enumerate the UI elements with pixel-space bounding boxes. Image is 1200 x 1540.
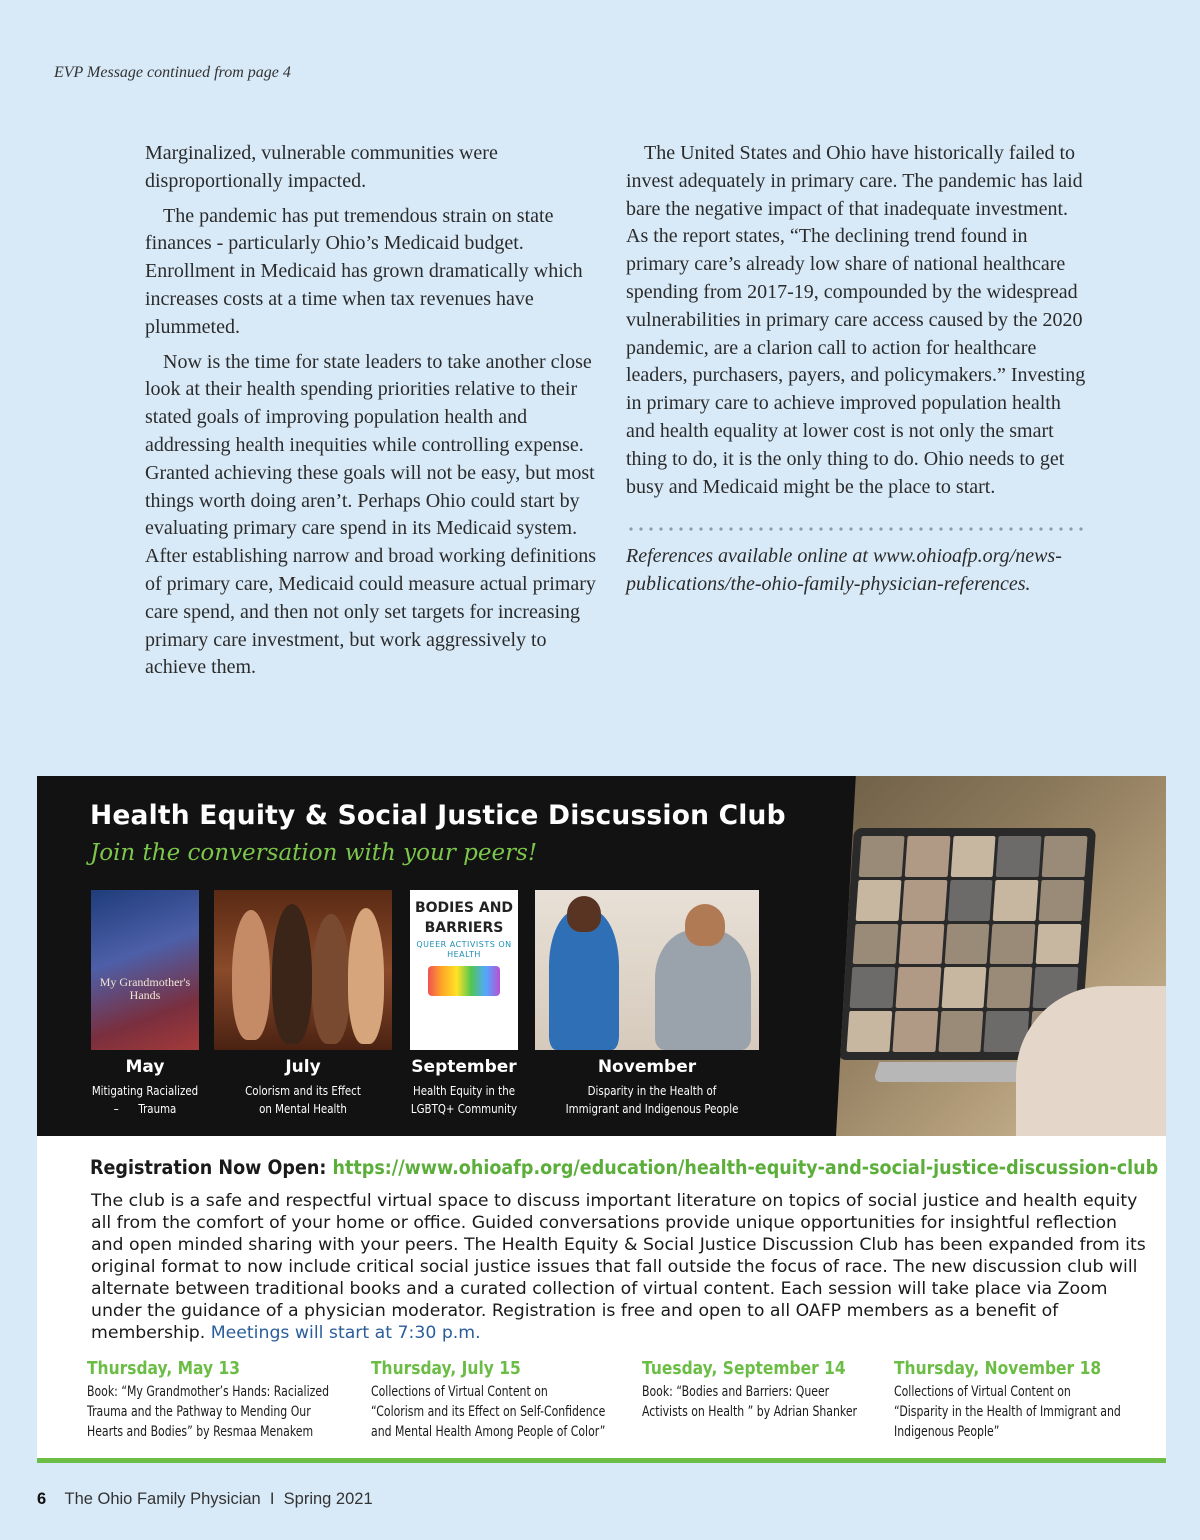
session-topic: Book: “My Grandmother’s Hands: Racialized Trauma and the Pathway to Mending Our Hearts and Bodies” by Resmaa Menakem (87, 1384, 330, 1440)
session-september (642, 1358, 918, 1422)
ad-title: Health Equity & Social Justice Discussion Club (90, 800, 786, 831)
registration-label: Registration Now Open: (90, 1156, 327, 1179)
session-november (894, 1358, 1185, 1442)
session-date: Thursday, May 13 (87, 1358, 241, 1379)
session-date: Thursday, November 18 (894, 1358, 1102, 1379)
footer-rule (37, 1458, 1166, 1463)
rainbow-figures-illustration (428, 966, 500, 996)
month-label: September (411, 1057, 517, 1077)
month-topic: Disparity in the Health of Immigrant and Indigenous People (565, 1083, 739, 1116)
discussion-club-ad (37, 776, 1166, 1462)
paragraph: Marginalized, vulnerable communities were disproportionally impacted. (145, 142, 498, 192)
book-title: BODIES AND BARRIERS (414, 900, 514, 936)
session-topic: Collections of Virtual Content on “Disparity in the Health of Immigrant and Indigenous People” (894, 1384, 1121, 1440)
session-date: Tuesday, September 14 (642, 1358, 846, 1379)
book-title: My Grandmother's Hands (99, 975, 191, 1002)
session-july (371, 1358, 671, 1442)
colorism-photo (214, 890, 392, 1050)
book-cover-grandmothers-hands (91, 890, 199, 1050)
registration-line (90, 1156, 1158, 1179)
page-number: 6 (37, 1490, 47, 1508)
ad-banner (37, 776, 1166, 1136)
continued-note: EVP Message continued from page 4 (54, 64, 291, 81)
blood-pressure-photo (535, 890, 759, 1050)
meeting-time: Meetings will start at 7:30 p.m. (210, 1323, 481, 1343)
video-call-laptop-photo (836, 776, 1166, 1136)
club-description: The club is a safe and respectful virtual space to discuss important literature on topics of social justice and health equity all from the comfort of your home or office. Guided conversations provide unique opportunities for insightful reflection and open minded sharing with your peers. The Health Equity & Social Justice Discussion Club has been expanded from its original format to now include critical social justice issues that fall outside the focus of race. The new discussion club will alternate between traditional books and a curated collection of virtual content. Each session will take place via Zoom under the guidance of a physician moderator. Registration is free and open to all OAFP members as a benefit of membership. Meetings will start at 7:30 p.m. (91, 1191, 1146, 1343)
month-topic: Colorism and its Effect on Mental Health (245, 1083, 361, 1116)
book-subtitle: QUEER ACTIVISTS ON HEALTH (416, 940, 512, 959)
session-topic: Book: “Bodies and Barriers: Queer Activists on Health ” by Adrian Shanker (642, 1384, 858, 1420)
references-note: References available online at www.ohioafp.org/news-publications/the-ohio-family-physician-references. (626, 545, 1062, 596)
session-date: Thursday, July 15 (371, 1358, 521, 1379)
registration-link[interactable]: https://www.ohioafp.org/education/health-equity-and-social-justice-discussion-club (332, 1156, 1159, 1179)
month-topic: Mitigating Racialized – Trauma (91, 1083, 199, 1116)
paragraph: The United States and Ohio have historically failed to invest adequately in primary care. The pandemic has laid bare the negative impact of that inadequate investment. As the report states, “The declining trend found in primary care’s already low share of national healthcare spending from 2017-19, compounded by the widespread vulnerabilities in primary care access caused by the 2020 pandemic, are a clarion call to action for healthcare leaders, purchasers, payers, and policymakers.” Investing in primary care to achieve improved population health and health equality at lower cost is not only the smart thing to do, it is the only thing to do. Ohio needs to get busy and Medicaid might be the place to start. (626, 142, 1086, 498)
paragraph: The pandemic has put tremendous strain on state finances - particularly Ohio’s Medicaid budget. Enrollment in Medicaid has grown dramatically which increases costs at a time when tax revenues have plummeted. (145, 204, 583, 338)
month-label: November (597, 1057, 697, 1077)
session-may (87, 1358, 397, 1442)
book-cover-bodies-and-barriers (410, 890, 518, 1050)
paragraph: Now is the time for state leaders to take another close look at their health spending priorities relative to their stated goals of improving population health and addressing health inequities while controlling expense. Granted achieving these goals will not be easy, but most things worth doing aren’t. Perhaps Ohio could start by evaluating primary care spend in its Medicaid system. After establishing narrow and broad working definitions of primary care, Medicaid could measure actual primary care spend, and then not only set targets for increasing primary care investment, but work aggressively to achieve them. (145, 350, 597, 679)
article-column-left (145, 140, 605, 689)
session-topic: Collections of Virtual Content on “Colorism and its Effect on Self-Confidence and Mental Health Among People of Color” (371, 1384, 606, 1440)
publication-name: The Ohio Family Physician I Spring 2021 (64, 1490, 373, 1508)
month-label: May (125, 1057, 165, 1077)
article-column-right (626, 140, 1086, 606)
ad-tagline: Join the conversation with your peers! (90, 840, 538, 866)
page-footer (37, 1490, 373, 1509)
dotted-divider (626, 527, 1084, 531)
month-topic: Health Equity in the LGBTQ+ Community (410, 1083, 518, 1116)
month-label: July (285, 1057, 321, 1077)
